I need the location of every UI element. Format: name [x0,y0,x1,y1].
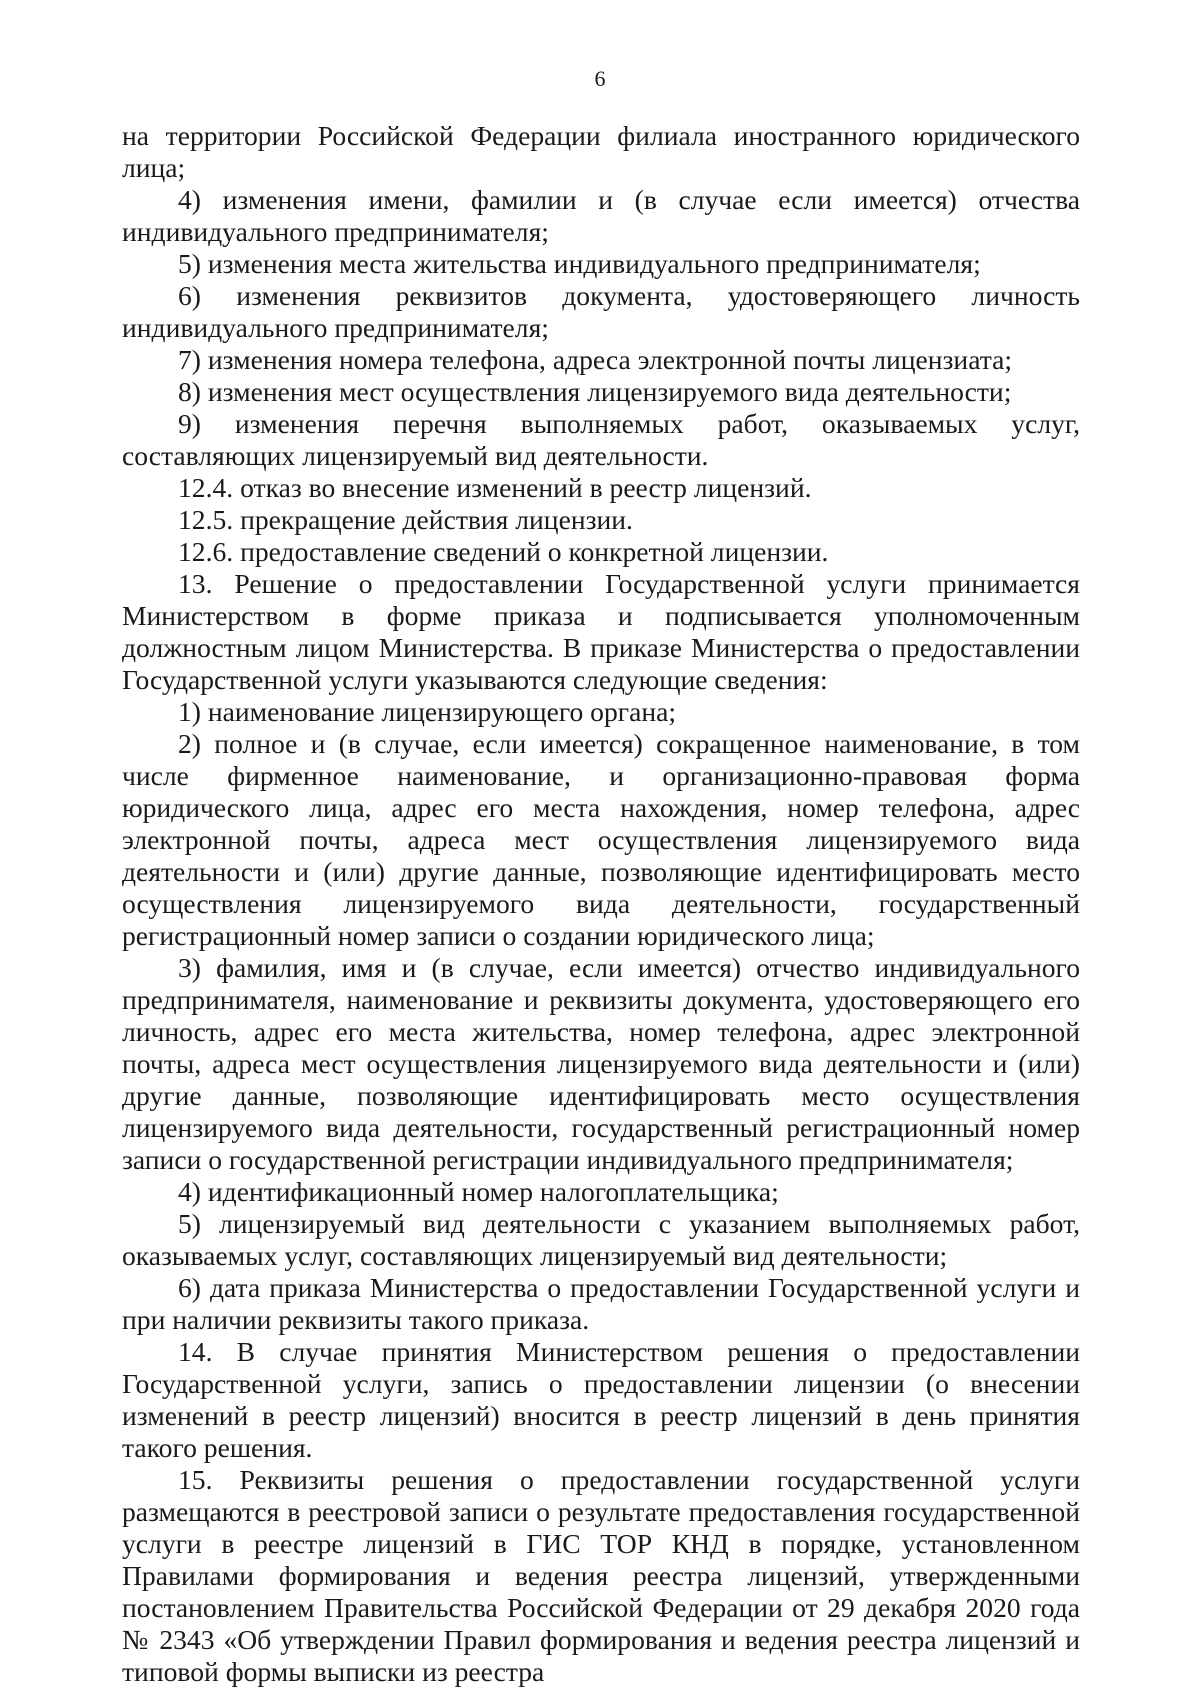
clause-12-5: 12.5. прекращение действия лицензии. [178,504,633,535]
list-item-8-activity-places-change: 8) изменения мест осуществления лицензируемого вида деятельности; [178,376,1012,407]
clause-13-item-6: 6) дата приказа Министерства о предоставлении Государственной услуги и при наличии реквизиты такого приказа. [122,1272,1080,1335]
clause-13-item-1: 1) наименование лицензирующего органа; [178,696,677,727]
list-item-6-id-document-change: 6) изменения реквизитов документа, удостоверяющего личность индивидуального предпринимателя; [122,280,1080,343]
clause-13: 13. Решение о предоставлении Государственной услуги принимается Министерством в форме приказа и подписывается уполномоченным должностным лицом Министерства. В приказе Министерства о предоставлении Государственной услуги указываются следующие сведения: [122,568,1080,695]
document-body [122,120,1080,1688]
list-item-7-contacts-change: 7) изменения номера телефона, адреса электронной почты лицензиата; [178,344,1013,375]
clause-13-item-4: 4) идентификационный номер налогоплательщика; [178,1176,779,1207]
clause-13-item-2: 2) полное и (в случае, если имеется) сокращенное наименование, в том числе фирменное наименование, и организационно-правовая форма юридического лица, адрес его места нахождения, номер телефона, адрес электронной почты, адреса мест осуществления лицензируемого вида деятельности и (или) другие данные, позволяющие идентифицировать место осуществления лицензируемого вида деятельности, государственный регистрационный номер записи о создании юридического лица; [122,728,1080,951]
clause-13-item-5: 5) лицензируемый вид деятельности с указанием выполняемых работ, оказываемых услуг, составляющих лицензируемый вид деятельности; [122,1208,1080,1271]
clause-12-4: 12.4. отказ во внесение изменений в реестр лицензий. [178,472,812,503]
list-item-4-name-change: 4) изменения имени, фамилии и (в случае если имеется) отчества индивидуального предпринимателя; [122,184,1080,247]
clause-13-item-3: 3) фамилия, имя и (в случае, если имеется) отчество индивидуального предпринимателя, наименование и реквизиты документа, удостоверяющего его личность, адрес его места жительства, номер телефона, адрес электронной почты, адреса мест осуществления лицензируемого вида деятельности и (или) другие данные, позволяющие идентифицировать место осуществления лицензируемого вида деятельности, государственный регистрационный номер записи о государственной регистрации индивидуального предпринимателя; [122,952,1080,1175]
clause-15: 15. Реквизиты решения о предоставлении государственной услуги размещаются в реестровой записи о результате предоставления государственной услуги в реестре лицензий в ГИС ТОР КНД в порядке, установленном Правилами формирования и ведения реестра лицензий, утвержденными постановлением Правительства Российской Федерации от 29 декабря 2020 года № 2343 «Об утверждении Правил формирования и ведения реестра лицензий и типовой формы выписки из реестра [122,1464,1080,1687]
paragraph-continuation: на территории Российской Федерации филиала иностранного юридического лица; [122,120,1080,183]
list-item-9-works-list-change: 9) изменения перечня выполняемых работ, оказываемых услуг, составляющих лицензируемый вид деятельности. [122,408,1080,471]
clause-12-6: 12.6. предоставление сведений о конкретной лицензии. [178,536,829,567]
page-number: 6 [594,66,606,91]
list-item-5-residence-change: 5) изменения места жительства индивидуального предпринимателя; [178,248,981,279]
clause-14: 14. В случае принятия Министерством решения о предоставлении Государственной услуги, запись о предоставлении лицензии (о внесении изменений в реестр лицензий) вносится в реестр лицензий в день принятия такого решения. [122,1336,1080,1463]
